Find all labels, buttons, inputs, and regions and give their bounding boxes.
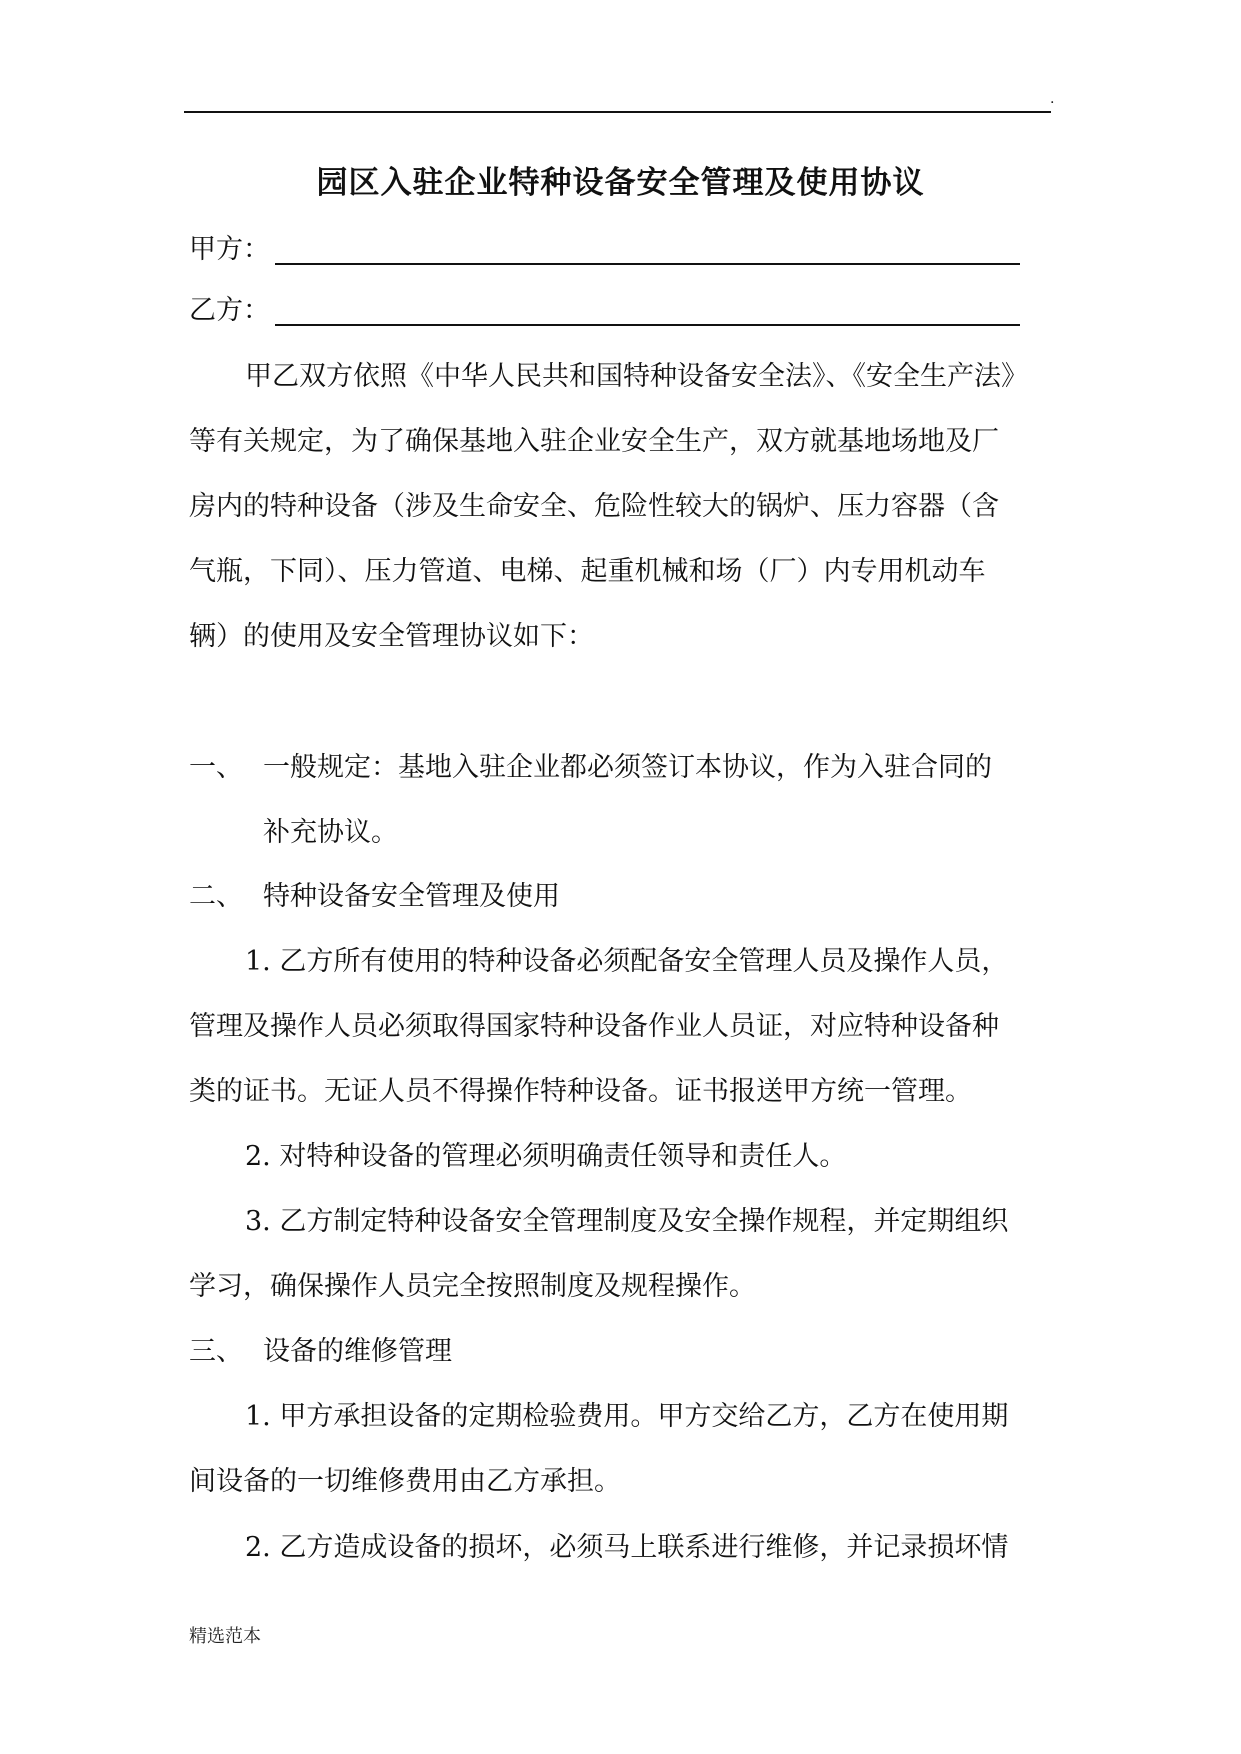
- intro-line: 辆）的使用及安全管理协议如下：: [189, 621, 594, 652]
- clause-line: 3. 乙方制定特种设备安全管理制度及安全操作规程，并定期组织: [245, 1206, 1009, 1237]
- section-number: 二、: [189, 881, 243, 912]
- party-a-label: 甲方：: [189, 234, 270, 265]
- section-number: 一、: [189, 752, 243, 783]
- header-mark: .: [1050, 91, 1055, 107]
- clause-line: 间设备的一切维修费用由乙方承担。: [189, 1466, 621, 1497]
- party-a: [189, 232, 275, 268]
- document-title: 园区入驻企业特种设备安全管理及使用协议: [316, 165, 925, 201]
- intro-line: 气瓶，下同）、压力管道、电梯、起重机械和场（厂）内专用机动车: [189, 556, 986, 587]
- party-b-fill-line: [275, 324, 1020, 326]
- section-heading: 特种设备安全管理及使用: [263, 881, 560, 912]
- section-text: 补充协议。: [263, 817, 398, 848]
- party-a-fill-line: [275, 263, 1020, 265]
- intro-line: 甲乙双方依照《中华人民共和国特种设备安全法》、《安全生产法》: [245, 361, 1028, 392]
- clause-line: 类的证书。无证人员不得操作特种设备。证书报送甲方统一管理。: [189, 1076, 972, 1107]
- section-number: 三、: [189, 1336, 243, 1367]
- section-text: 一般规定：基地入驻企业都必须签订本协议，作为入驻合同的: [263, 752, 992, 783]
- clause-line: 2. 乙方造成设备的损坏，必须马上联系进行维修，并记录损坏情: [245, 1532, 1009, 1563]
- section-heading: 设备的维修管理: [263, 1336, 452, 1367]
- clause-line: 2. 对特种设备的管理必须明确责任领导和责任人。: [245, 1141, 847, 1172]
- intro-line: 房内的特种设备（涉及生命安全、危险性较大的锅炉、压力容器（含: [189, 491, 999, 522]
- clause-line: 学习，确保操作人员完全按照制度及规程操作。: [189, 1271, 756, 1302]
- clause-line: 1. 乙方所有使用的特种设备必须配备安全管理人员及操作人员，: [245, 946, 1009, 977]
- clause-line: 管理及操作人员必须取得国家特种设备作业人员证，对应特种设备种: [189, 1011, 999, 1042]
- party-b-label: 乙方：: [189, 295, 270, 326]
- party-b: [189, 293, 275, 329]
- clause-line: 1. 甲方承担设备的定期检验费用。甲方交给乙方，乙方在使用期: [245, 1401, 1009, 1432]
- page-footer: 精选范本: [189, 1626, 261, 1647]
- header-rule: [184, 111, 1051, 113]
- intro-line: 等有关规定，为了确保基地入驻企业安全生产，双方就基地场地及厂: [189, 426, 999, 457]
